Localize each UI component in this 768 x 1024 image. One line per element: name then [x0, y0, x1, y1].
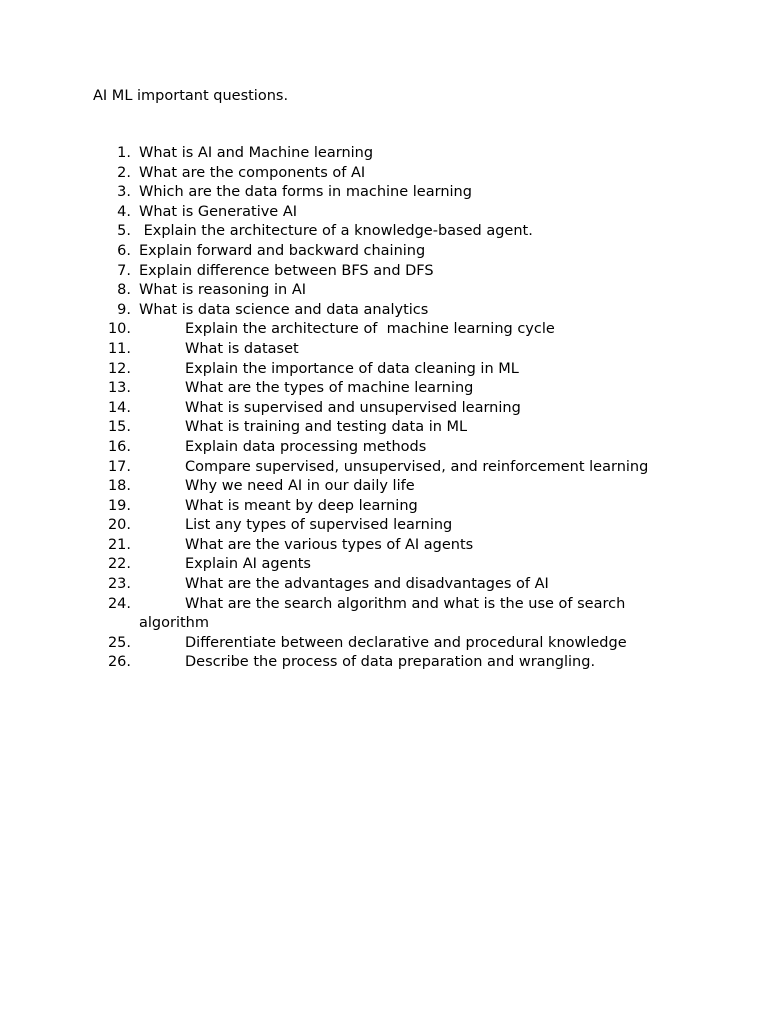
item-number: 9. [117, 301, 131, 318]
item-text: What is dataset [185, 340, 299, 357]
list-item [93, 536, 673, 556]
item-text: Explain data processing methods [185, 438, 427, 455]
list-item [93, 516, 673, 536]
item-number: 1. [117, 145, 131, 161]
list-item [93, 320, 673, 340]
item-number: 10. [107, 321, 131, 338]
list-item [93, 203, 673, 223]
item-text: What is supervised and unsupervised learning [185, 399, 521, 416]
item-text: What are the advantages and disadvantages of AI [185, 576, 549, 593]
item-number: 20. [107, 517, 131, 534]
item-text: What is data science and data analytics [139, 301, 429, 318]
document-title: AI ML important questions. [93, 88, 289, 104]
list-item [93, 634, 673, 654]
item-text: Why we need AI in our daily life [185, 478, 415, 495]
item-number: 4. [117, 203, 131, 220]
item-number: 24. [107, 595, 131, 612]
list-item [93, 653, 673, 673]
item-number: 16. [107, 438, 131, 455]
list-item [93, 262, 673, 282]
item-number: 8. [117, 282, 131, 299]
list-item [93, 418, 673, 438]
item-text: Explain the importance of data cleaning in ML [185, 360, 519, 377]
list-item [93, 360, 673, 380]
item-number: 19. [107, 497, 131, 514]
item-number: 14. [107, 399, 131, 416]
item-text: Explain difference between BFS and DFS [139, 262, 434, 279]
item-text: Explain the architecture of a knowledge-based agent. [139, 223, 533, 240]
item-number: 12. [107, 360, 131, 377]
list-item [93, 399, 673, 419]
list-item [93, 281, 673, 301]
item-text: Which are the data forms in machine learning [139, 184, 472, 201]
item-number: 22. [107, 556, 131, 573]
questions-list [93, 144, 673, 673]
list-item [93, 575, 673, 595]
list-item [93, 144, 673, 164]
item-text: Compare supervised, unsupervised, and reinforcement learning [185, 458, 649, 475]
item-text: What are the components of AI [139, 164, 366, 181]
item-text: What are the search algorithm and what is the use of search algorithm [139, 595, 626, 632]
list-item [93, 222, 673, 242]
item-number: 26. [107, 654, 131, 671]
item-text: Explain forward and backward chaining [139, 242, 426, 259]
item-number: 13. [107, 380, 131, 397]
list-item [93, 164, 673, 184]
item-text: What is meant by deep learning [185, 497, 418, 514]
item-text: What is Generative AI [139, 203, 298, 220]
list-item [93, 458, 673, 478]
list-item [93, 595, 673, 634]
list-item [93, 183, 673, 203]
list-item [93, 301, 673, 321]
item-text: What is training and testing data in ML [185, 419, 468, 436]
item-number: 2. [117, 164, 131, 181]
list-item [93, 340, 673, 360]
list-item [93, 379, 673, 399]
item-number: 18. [107, 478, 131, 495]
list-item [93, 555, 673, 575]
list-item [93, 477, 673, 497]
item-number: 25. [107, 634, 131, 651]
item-text: What are the types of machine learning [185, 380, 474, 397]
list-item [93, 438, 673, 458]
item-number: 23. [107, 576, 131, 593]
list-item [93, 242, 673, 262]
item-text: What are the various types of AI agents [185, 536, 474, 553]
item-number: 21. [107, 536, 131, 553]
item-number: 7. [117, 262, 131, 279]
item-number: 17. [107, 458, 131, 475]
item-number: 6. [117, 242, 131, 259]
item-number: 5. [117, 223, 131, 240]
item-number: 15. [107, 419, 131, 436]
list-item [93, 497, 673, 517]
item-number: 11. [107, 340, 131, 357]
item-text: What is AI and Machine learning [139, 145, 374, 161]
item-text: Differentiate between declarative and procedural knowledge [185, 634, 627, 651]
item-text: Explain AI agents [185, 556, 311, 573]
item-text: Explain the architecture of machine learning cycle [185, 321, 555, 338]
item-text: List any types of supervised learning [185, 517, 453, 534]
item-text: Describe the process of data preparation and wrangling. [185, 654, 596, 671]
item-text: What is reasoning in AI [139, 282, 307, 299]
item-number: 3. [117, 184, 131, 201]
